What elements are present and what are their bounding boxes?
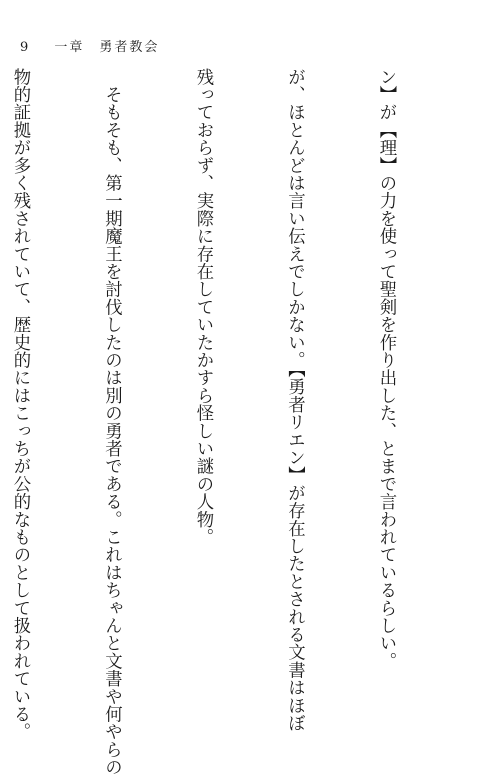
chapter-title: 一章 勇者教会 (54, 40, 160, 55)
text-line: 残っておらず、実際に存在していたかすら怪しい謎の人物。 (193, 68, 213, 546)
text-line: 物的証拠が多く残されていて、歴史的にはこっちが公的なものとして扱われている。 (10, 68, 30, 741)
vertical-body-text (0, 68, 462, 776)
text-line: そもそも、第一期魔王を討伐したのは別の勇者である。これはちゃんと文書や何やらの (101, 68, 122, 776)
page-number: 9 (20, 40, 30, 55)
running-header (20, 36, 159, 55)
text-line: が、ほとんどは言い伝えでしかない。【勇者リエン】が存在したとされる文書はほぼ (284, 68, 305, 732)
text-line: ン】が【理】の力を使って聖剣を作り出した、とまで言われているらしい。 (376, 68, 396, 670)
